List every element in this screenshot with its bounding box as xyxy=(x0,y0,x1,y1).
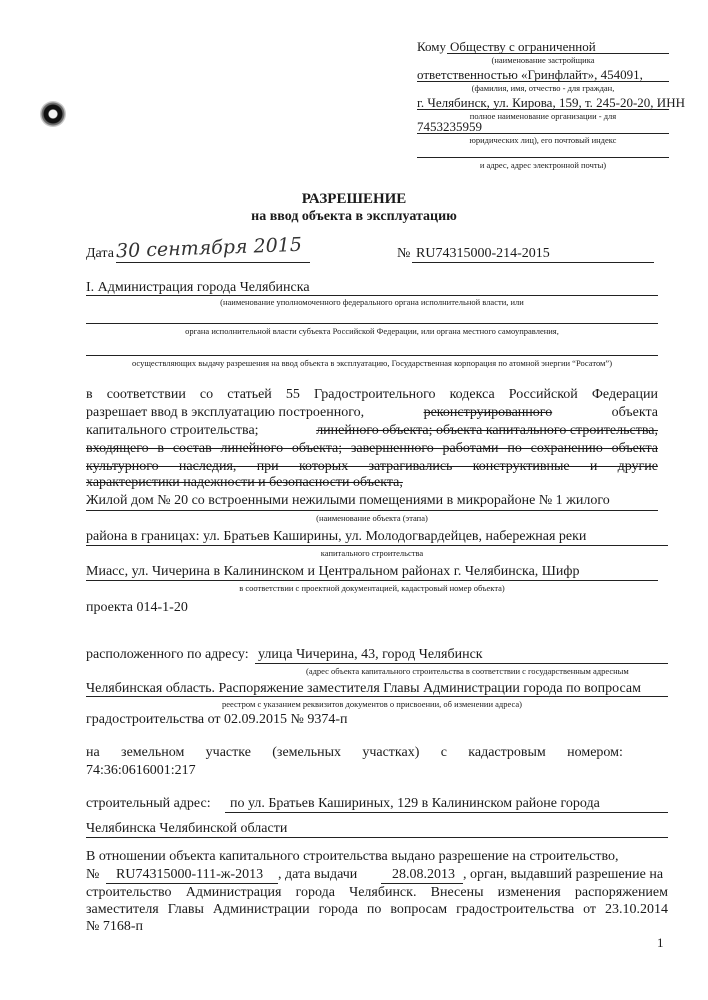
construction-permit-date-underline xyxy=(381,883,463,884)
authority-underline-2 xyxy=(86,323,658,324)
struck-line-4: входящего в состав линейного объекта; завершенного работами по сохранению объекта xyxy=(86,441,658,456)
recipient-line-1: Обществу с ограниченной xyxy=(450,39,596,54)
land-word: с xyxy=(440,745,447,760)
address-caption-2: реестром с указанием реквизитов документов о присвоении, об изменении адреса) xyxy=(222,699,522,709)
address-line-3: градостроительства от 02.09.2015 № 9374-п xyxy=(86,712,348,727)
build-address-value: по ул. Братьев Кашириных, 129 в Калининском районе города xyxy=(230,796,600,811)
recipient-caption-3: полное наименование организации - для xyxy=(469,111,617,121)
construction-permit-line-1: В отношении объекта капитального строительства выдано разрешение на строительство, xyxy=(86,849,619,864)
land-word: на xyxy=(86,745,100,760)
permission-line-3 xyxy=(86,423,658,439)
permission-text: объекта xyxy=(611,405,658,420)
address-underline-2 xyxy=(86,696,668,697)
authority-caption-3: осуществляющих выдачу разрешения на ввод объекта в эксплуатацию, Государственная корпорация по атомной энергии “Росатом”) xyxy=(131,358,613,368)
address-caption-1: (адрес объекта капитального строительства в соответствии с государственным адресным xyxy=(306,666,629,676)
authority-underline-1 xyxy=(86,295,658,296)
construction-permit-date: 28.08.2013 xyxy=(392,867,455,882)
date-label: Дата xyxy=(86,246,114,261)
land-word: участках) xyxy=(362,745,420,760)
address-value: улица Чичерина, 43, город Челябинск xyxy=(258,647,483,662)
struck-line-5: культурного наследия, при которых затрагивались конструктивные и другие xyxy=(86,459,658,474)
address-label: расположенного по адресу: xyxy=(86,647,249,662)
struck-text-reconstructed: реконструированного xyxy=(423,405,553,420)
authority-name: I. Администрация города Челябинска xyxy=(86,280,310,295)
object-name-line-4: проекта 014-1-20 xyxy=(86,600,188,615)
build-address-underline-2 xyxy=(86,837,668,838)
construction-permit-no-label: № xyxy=(86,867,100,882)
construction-permit-date-label: , дата выдачи xyxy=(278,867,358,882)
construction-permit-number: RU74315000-111-ж-2013 xyxy=(116,867,264,882)
struck-text-linear: линейного объекта; объекта капитального строительства, xyxy=(316,423,658,438)
handwritten-date: 30 сентября 2015 xyxy=(115,233,303,263)
land-word: земельном xyxy=(121,745,185,760)
recipient-line-4: 7453235959 xyxy=(417,119,482,134)
object-underline-3 xyxy=(86,580,658,581)
build-address-underline-1 xyxy=(225,812,668,813)
permission-line-1: в соответствии со статьей 55 Градостроительного кодекса Российской Федерации xyxy=(86,387,658,402)
construction-permit-line-4: заместителя Главы Администрации города по вопросам градостроительства от 23.10.2014 xyxy=(86,902,668,917)
recipient-line-2: ответственностью «Гринфлайт», 454091, xyxy=(417,67,643,82)
object-caption-1: (наименование объекта (этапа) xyxy=(316,513,428,523)
recipient-underline-2 xyxy=(417,81,669,82)
build-address-line-2: Челябинска Челябинской области xyxy=(86,821,288,836)
page-number: 1 xyxy=(657,935,664,950)
recipient-komu-label: Кому xyxy=(417,39,447,54)
land-word: кадастровым xyxy=(468,745,546,760)
number-label: № xyxy=(397,246,411,261)
object-underline-2 xyxy=(86,545,668,546)
recipient-caption-2: (фамилия, имя, отчество - для граждан, xyxy=(471,83,615,93)
recipient-underline-5 xyxy=(417,157,669,158)
object-name-line-3: Миасс, ул. Чичерина в Калининском и Центральном районах г. Челябинска, Шифр xyxy=(86,564,580,579)
land-word: участке xyxy=(205,745,251,760)
authority-caption-1: (наименование уполномоченного федерального органа исполнительной власти, или xyxy=(220,297,524,307)
object-underline-1 xyxy=(86,510,658,511)
permission-text: капитального строительства; xyxy=(86,423,259,438)
build-address-label: строительный адрес: xyxy=(86,796,211,811)
recipient-underline-1 xyxy=(447,53,669,54)
construction-permit-line-5: № 7168-п xyxy=(86,919,144,934)
construction-permit-line-3: строительство Администрация города Челябинск. Внесены изменения распоряжением xyxy=(86,885,668,900)
document-title: РАЗРЕШЕНИЕ xyxy=(301,191,407,207)
recipient-caption-1: (наименование застройщика xyxy=(491,55,595,65)
construction-permit-no-underline xyxy=(106,883,278,884)
object-name-line-1: Жилой дом № 20 со встроенными нежилыми помещениями в микрорайоне № 1 жилого xyxy=(86,493,610,508)
authority-underline-3 xyxy=(86,355,658,356)
recipient-underline-4 xyxy=(417,133,669,134)
document-subtitle: на ввод объекта в эксплуатацию xyxy=(251,209,457,224)
land-word: номером: xyxy=(567,745,623,760)
land-plot-line xyxy=(86,745,623,761)
cadastral-number: 74:36:0616001:217 xyxy=(86,763,196,778)
number-underline xyxy=(412,262,654,263)
date-underline xyxy=(116,262,310,263)
recipient-caption-5: и адрес, адрес электронной почты) xyxy=(479,160,607,170)
address-line-2: Челябинская область. Распоряжение заместителя Главы Администрации города по вопросам xyxy=(86,681,641,696)
address-underline-1 xyxy=(255,663,668,664)
recipient-underline-3 xyxy=(417,109,669,110)
permission-line-2 xyxy=(86,405,658,421)
recipient-line-3: г. Челябинск, ул. Кирова, 159, т. 245-20-20, ИНН xyxy=(417,95,685,110)
construction-permit-tail: , орган, выдавший разрешение на xyxy=(463,867,664,882)
land-word: (земельных xyxy=(272,745,341,760)
recipient-caption-4: юридических лиц), его почтовый индекс xyxy=(469,135,617,145)
punch-hole-mark xyxy=(40,101,66,127)
struck-line-6: характеристики надежности и безопасности объекта, xyxy=(86,475,403,490)
permission-text: разрешает ввод в эксплуатацию построенного, xyxy=(86,405,365,420)
authority-caption-2: органа исполнительной власти субъекта Российской Федерации, или органа местного самоуправления, xyxy=(185,326,559,336)
object-caption-2: капитального строительства xyxy=(320,548,424,558)
permit-number: RU74315000-214-2015 xyxy=(416,246,550,261)
object-name-line-2: района в границах: ул. Братьев Каширины, ул. Молодогвардейцев, набережная реки xyxy=(86,529,587,544)
object-caption-3: в соответствии с проектной документацией, кадастровый номер объекта) xyxy=(239,583,505,593)
